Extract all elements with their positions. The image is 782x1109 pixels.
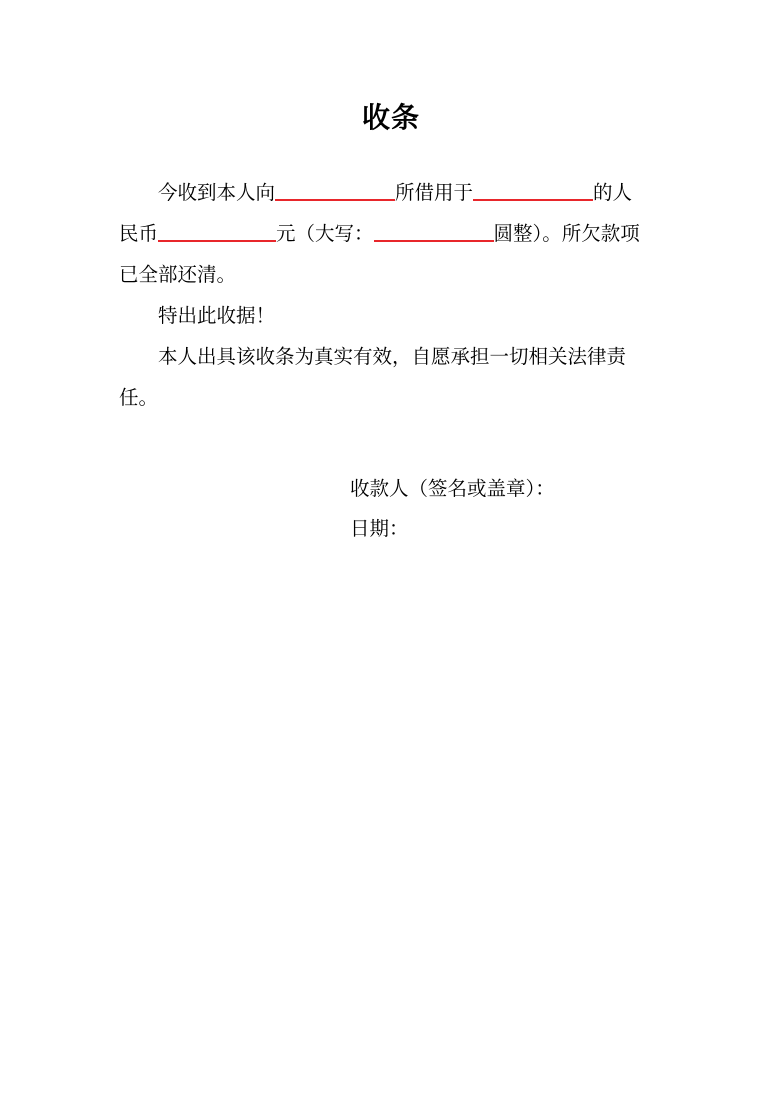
amount-blank[interactable] <box>158 220 276 242</box>
text-rmb: 民币 <box>119 222 159 245</box>
paragraph-line <box>119 213 664 254</box>
liability-line-2: 任。 <box>119 386 159 409</box>
text-yuan-uppercase: 元（大写： <box>276 222 374 245</box>
text-of-the: 的人 <box>593 181 633 204</box>
paragraph-line <box>119 172 664 213</box>
receipt-paragraph <box>119 172 664 295</box>
payee-signature-label: 收款人（签名或盖章）： <box>350 477 555 500</box>
text-whole-repaid: 圆整）。所欠款项 <box>493 222 640 245</box>
document-title: 收条 <box>361 101 420 134</box>
text-borrowed-for: 所借用于 <box>395 181 474 204</box>
signature-block <box>350 469 555 549</box>
lender-name-blank[interactable] <box>275 179 395 201</box>
text-received-from: 今收到本人向 <box>158 181 276 204</box>
liability-line-1: 本人出具该收条为真实有效，自愿承担一切相关法律责 <box>158 345 627 368</box>
liability-paragraph <box>119 336 664 418</box>
document-body <box>119 172 664 418</box>
amount-uppercase-blank[interactable] <box>374 220 494 242</box>
purpose-blank[interactable] <box>473 179 593 201</box>
text-all-cleared: 已全部还清。 <box>119 263 237 286</box>
date-label: 日期： <box>350 517 409 540</box>
paragraph-line <box>119 254 664 295</box>
receipt-statement: 特出此收据！ <box>158 304 276 327</box>
